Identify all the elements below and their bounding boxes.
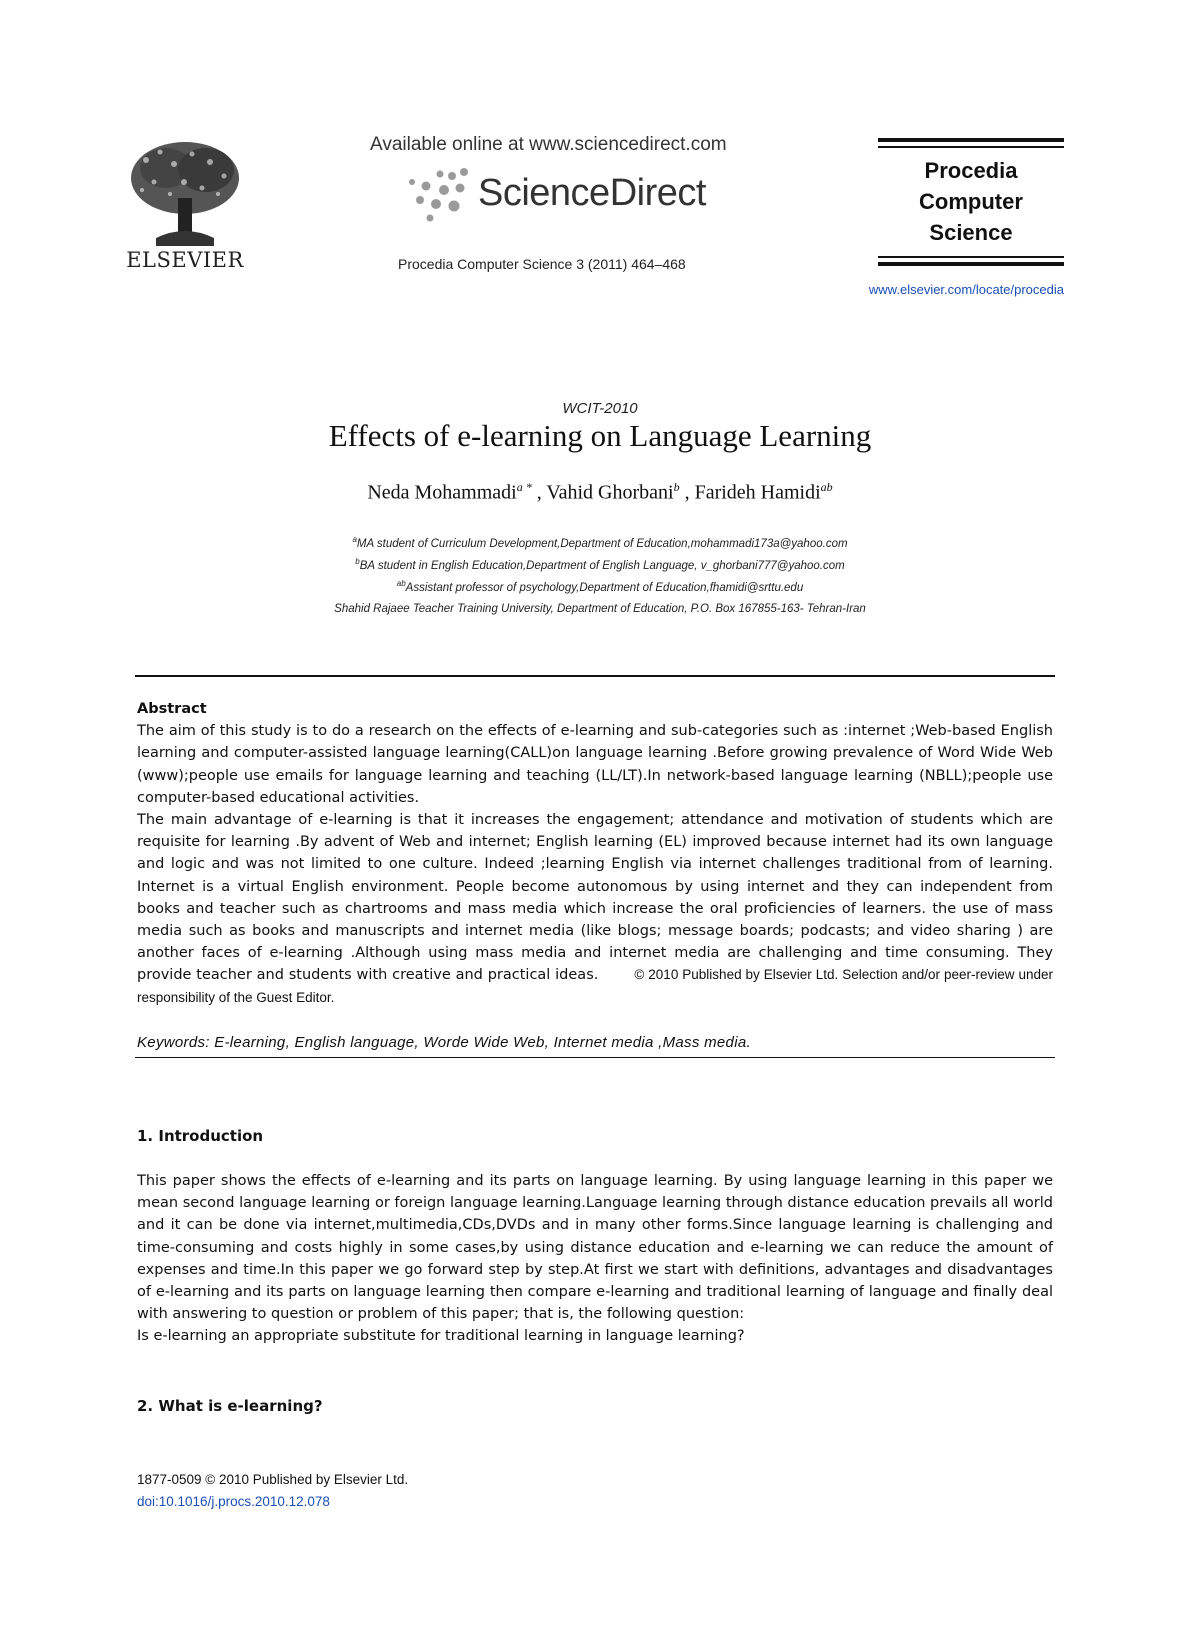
journal-reference: Procedia Computer Science 3 (2011) 464–468 bbox=[398, 256, 686, 272]
elsevier-logo bbox=[126, 138, 244, 272]
masthead-rule bbox=[878, 138, 1064, 142]
journal-name-line: Computer bbox=[919, 189, 1023, 214]
abstract-paragraph: The aim of this study is to do a research on the effects of e-learning and sub-categories such as :internet ;Web-based English learning and computer-assisted language learning(CALL)on language learning .Before growing prevalence of Word Wide Web (www);people use emails for language learning and teaching (LL/LT).In network-based language learning (NBLL);people use computer-based educational activities. bbox=[137, 723, 1053, 806]
journal-url-link[interactable]: www.elsevier.com/locate/procedia bbox=[868, 282, 1064, 297]
author-name: Neda Mohammadi bbox=[367, 481, 517, 504]
abstract-paragraph: The main advantage of e-learning is that it increases the engagement; attendance and motivation of students which are requisite for learning .By advent of Web and internet; English learning (EL) improved because internet had its own language and logic and was not limited to one culture. Indeed ;learning English via internet challenges traditional from of learning. Internet is a virtual English environment. People become autonomous by using internet and they can independent from books and teacher such as chartrooms and mass media which increase the oral proficiencies of learners. the use of mass media such as books and manuscripts and internet media (like blogs; message boards; podcasts; and video sharing ) are another faces of e-learning .Although using mass media and internet media are challenging and time consuming. They provide teacher and students with creative and practical ideas. © 2010 Published by Elsevier Ltd. Selection and/or peer-review under responsibility of the Guest Editor. bbox=[137, 812, 1054, 1005]
footer bbox=[137, 1469, 408, 1513]
sciencedirect-block bbox=[370, 134, 740, 226]
elsevier-wordmark: ELSEVIER bbox=[126, 248, 244, 272]
abstract-heading: Abstract bbox=[137, 701, 207, 717]
journal-masthead bbox=[878, 138, 1064, 266]
body-paragraph: This paper shows the effects of e-learning and its parts on language learning. By using language learning in this paper we mean second language learning or foreign language learning.Language learning through distance education prevails all world and it can be done via internet,multimedia,CDs,DVDs and in many other forms.Since language learning is challenging and time-consuming and costs highly in some cases,by using distance education and e-learning we can reduce the amount of expenses and time.In this paper we go forward step by step.At first we start with definitions, advantages and disadvantages of e-learning and its parts on language learning then compare e-learning and traditional learning of language and finally deal with answering to question or problem of this paper; that is, the following question: bbox=[137, 1173, 1053, 1323]
affiliation-line: $^{ab}$Assistant professor of psychology,Department of Education,fhamidi@srttu.edu bbox=[396, 578, 804, 594]
section-heading-introduction: 1. Introduction bbox=[137, 1127, 264, 1145]
elsevier-tree-icon bbox=[126, 138, 244, 250]
journal-name-line: Science bbox=[929, 220, 1013, 245]
author-marker: b bbox=[673, 480, 680, 494]
sciencedirect-dots-icon bbox=[404, 166, 476, 222]
sciencedirect-wordmark: ScienceDirect bbox=[478, 172, 706, 214]
keywords: Keywords: E-learning, English language, Worde Wide Web, Internet media ,Mass media. bbox=[137, 1034, 751, 1051]
conference-label: WCIT-2010 bbox=[562, 400, 638, 417]
masthead-rule bbox=[878, 146, 1064, 148]
masthead-rule bbox=[878, 256, 1064, 258]
author-list: Neda Mohammadi$^{a *}$ , Vahid Ghorbani$^b$ , Farideh Hamidi$^{ab}$ bbox=[367, 480, 833, 504]
journal-name-line: Procedia bbox=[924, 158, 1018, 183]
issn-line: 1877-0509 © 2010 Published by Elsevier Ltd. bbox=[137, 1472, 409, 1487]
research-question: Is e-learning an appropriate substitute for traditional learning in language learning? bbox=[137, 1328, 745, 1345]
abstract bbox=[137, 698, 1053, 1009]
doi-link[interactable]: doi:10.1016/j.procs.2010.12.078 bbox=[137, 1494, 330, 1509]
abstract-copyright: © 2010 Published by Elsevier Ltd. Selection and/or peer-review under responsibility of the Guest Editor. bbox=[137, 967, 1054, 1005]
journal-name bbox=[878, 155, 1064, 248]
introduction-body bbox=[137, 1170, 1053, 1348]
institution-line: Shahid Rajaee Teacher Training University, Department of Education, P.O. Box 167855-163- Tehran-Iran bbox=[334, 603, 866, 616]
abstract-bottom-rule bbox=[135, 1057, 1055, 1058]
affiliation-line: $^b$BA student in English Education,Department of English Language, v_ghorbani777@yahoo.com bbox=[355, 556, 845, 572]
sciencedirect-logo bbox=[370, 164, 740, 226]
affiliation-line: $^a$MA student of Curriculum Development,Department of Education,mohammadi173a@yahoo.com bbox=[352, 535, 848, 550]
author-name: Farideh Hamidi bbox=[694, 481, 821, 504]
section-heading-what-is-elearning: 2. What is e-learning? bbox=[137, 1397, 323, 1415]
paper-title: Effects of e-learning on Language Learning bbox=[328, 418, 872, 453]
affiliations bbox=[0, 531, 1200, 618]
abstract-top-rule bbox=[135, 675, 1055, 677]
available-online-text[interactable]: Available online at www.sciencedirect.com bbox=[370, 134, 727, 155]
author-name: Vahid Ghorbani bbox=[546, 481, 674, 504]
author-marker: a * bbox=[516, 480, 532, 494]
author-marker: ab bbox=[820, 480, 833, 494]
masthead-rule bbox=[878, 262, 1064, 266]
